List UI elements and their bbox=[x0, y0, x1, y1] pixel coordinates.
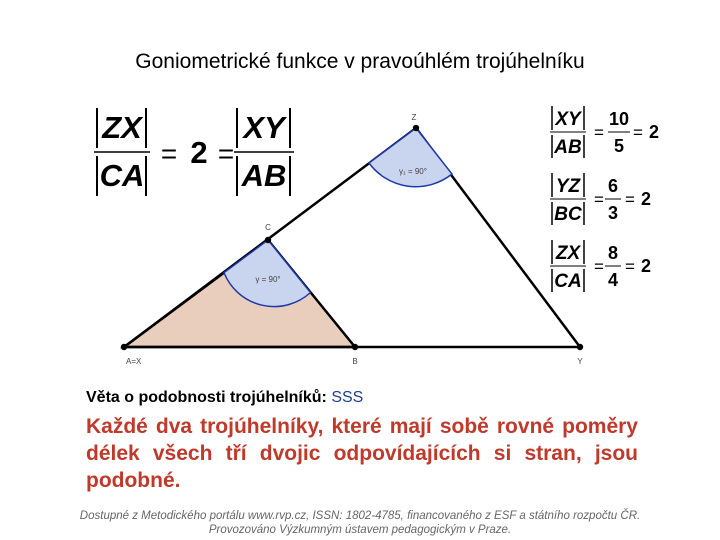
theorem-label: Věta o podobnosti trojúhelníků: bbox=[86, 389, 327, 406]
ratio-n: 8 bbox=[607, 243, 619, 263]
ratio-d: 4 bbox=[607, 270, 619, 290]
ratio-den: CA bbox=[554, 271, 582, 292]
svg-text:=: = bbox=[625, 190, 635, 209]
ratio-n: 6 bbox=[607, 176, 619, 196]
ratio-result: 2 bbox=[640, 189, 652, 209]
point-label-c: C bbox=[265, 223, 271, 232]
svg-text:=: = bbox=[160, 138, 178, 169]
ratio-item bbox=[550, 173, 651, 225]
main-ratio-value: 2 bbox=[190, 135, 208, 170]
point-label-z: Z bbox=[411, 113, 417, 122]
theorem-type: SSS bbox=[331, 389, 364, 406]
ratio-num: ZX bbox=[555, 243, 581, 264]
angle-label-large: γ₁ = 90° bbox=[399, 167, 427, 176]
angle-arc-large bbox=[369, 128, 452, 187]
theorem-statement: Každé dva trojúhelníky, které mají sobě rovné poměry délek všech tří dvojic odpovídajících si stran, jsou podobné. bbox=[86, 415, 638, 492]
svg-text:=: = bbox=[217, 138, 235, 169]
ratio-result: 2 bbox=[648, 122, 660, 142]
main-ratio-left-den: CA bbox=[99, 158, 145, 193]
footer bbox=[0, 509, 720, 537]
ratio-num: YZ bbox=[555, 176, 581, 197]
point-z bbox=[413, 125, 419, 131]
point-b bbox=[352, 344, 358, 350]
ratio-den: BC bbox=[554, 204, 582, 225]
point-label-ax: A=X bbox=[126, 357, 142, 366]
svg-text:=: = bbox=[594, 190, 604, 209]
angle-label-small: γ = 90° bbox=[255, 275, 281, 284]
point-label-y: Y bbox=[577, 357, 583, 366]
slide-title: Goniometrické funkce v pravoúhlém trojúhelníku bbox=[135, 50, 585, 73]
ratio-item bbox=[550, 240, 651, 292]
svg-text:=: = bbox=[594, 123, 604, 142]
ratio-n: 10 bbox=[608, 109, 630, 129]
point-c bbox=[265, 237, 271, 243]
point-label-b: B bbox=[352, 357, 358, 366]
theorem-heading bbox=[86, 389, 363, 407]
footer-line-2: Provozováno Výzkumným ústavem pedagogickým v Praze. bbox=[208, 524, 512, 536]
main-ratio-right-den: AB bbox=[241, 158, 287, 193]
point-a bbox=[121, 344, 127, 350]
ratio-item bbox=[550, 106, 659, 158]
main-ratio-left-num: ZX bbox=[102, 110, 142, 145]
ratio-num: XY bbox=[555, 109, 581, 130]
ratio-result: 2 bbox=[640, 256, 652, 276]
ratio-d: 5 bbox=[613, 136, 625, 156]
main-ratio-formula bbox=[94, 108, 294, 196]
ratio-d: 3 bbox=[607, 203, 619, 223]
main-ratio-right-num: XY bbox=[243, 110, 285, 145]
ratio-list bbox=[550, 106, 659, 292]
svg-text:=: = bbox=[594, 257, 604, 276]
svg-text:=: = bbox=[633, 123, 643, 142]
ratio-den: AB bbox=[554, 137, 582, 158]
svg-text:=: = bbox=[625, 257, 635, 276]
point-y bbox=[577, 344, 583, 350]
footer-line-1: Dostupné z Metodického portálu www.rvp.cz, ISSN: 1802-4785, financovaného z ESF a státního rozpočtu ČR. bbox=[79, 510, 641, 522]
